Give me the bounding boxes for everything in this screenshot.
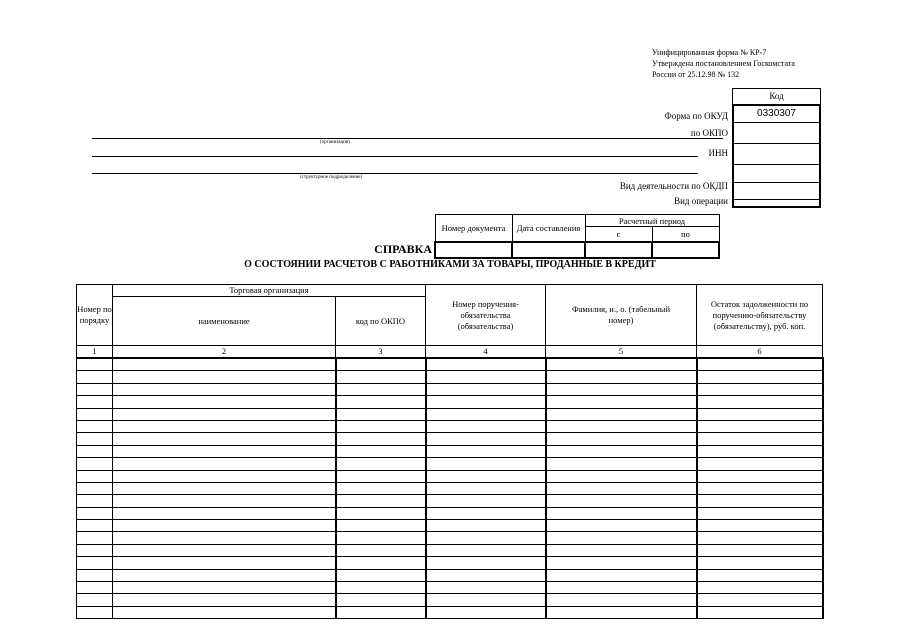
table-cell[interactable] — [113, 606, 336, 618]
col-header-balance: Остаток задолженности по поручению-обязательству (обязательству), руб. коп. — [697, 285, 823, 346]
table-cell[interactable] — [336, 420, 426, 432]
table-cell[interactable] — [546, 433, 697, 445]
table-cell[interactable] — [697, 507, 823, 519]
okud-label: Форма по ОКУД — [664, 111, 728, 121]
table-cell[interactable] — [77, 569, 113, 581]
table-cell[interactable] — [697, 383, 823, 395]
table-cell[interactable] — [113, 445, 336, 457]
table-cell[interactable] — [546, 371, 697, 383]
table-cell[interactable] — [336, 383, 426, 395]
table-cell[interactable] — [336, 408, 426, 420]
table-cell[interactable] — [336, 433, 426, 445]
table-row — [77, 520, 823, 532]
operation-code-cell[interactable] — [734, 183, 819, 200]
table-row — [77, 371, 823, 383]
table-cell[interactable] — [697, 482, 823, 494]
code-values-box — [732, 104, 821, 208]
table-body — [77, 358, 823, 619]
table-row — [77, 594, 823, 606]
table-cell[interactable] — [426, 532, 546, 544]
table-cell[interactable] — [546, 582, 697, 594]
table-cell[interactable] — [426, 606, 546, 618]
subdivision-caption: (структурное подразделение) — [300, 175, 363, 180]
table-cell[interactable] — [77, 470, 113, 482]
okpo-label: по ОКПО — [690, 128, 728, 138]
table-cell[interactable] — [697, 445, 823, 457]
table-row — [77, 420, 823, 432]
col-number-2: 2 — [113, 346, 336, 359]
table-cell[interactable] — [113, 396, 336, 408]
organization-line[interactable] — [92, 138, 723, 139]
table-row — [77, 582, 823, 594]
table-cell[interactable] — [697, 582, 823, 594]
table-cell[interactable] — [113, 458, 336, 470]
code-header-cell — [732, 88, 821, 104]
table-cell[interactable] — [77, 371, 113, 383]
doc-period-to-cell[interactable] — [652, 242, 719, 258]
table-cell[interactable] — [336, 520, 426, 532]
doc-period-header: Расчетный период — [585, 215, 719, 227]
table-cell[interactable] — [426, 408, 546, 420]
okdp-code-cell[interactable] — [734, 165, 819, 183]
table-cell[interactable] — [546, 358, 697, 371]
table-cell[interactable] — [697, 396, 823, 408]
table-cell[interactable] — [336, 594, 426, 606]
table-cell[interactable] — [546, 445, 697, 457]
table-cell[interactable] — [336, 482, 426, 494]
column-number-row — [77, 346, 823, 359]
table-cell[interactable] — [697, 458, 823, 470]
table-cell[interactable] — [426, 470, 546, 482]
okud-code-value: 0330307 — [757, 108, 796, 119]
table-row — [77, 507, 823, 519]
inn-label: ИНН — [708, 148, 728, 158]
table-cell[interactable] — [546, 569, 697, 581]
table-cell[interactable] — [77, 582, 113, 594]
table-cell[interactable] — [697, 358, 823, 371]
organization-line-2[interactable] — [92, 156, 698, 157]
table-cell[interactable] — [336, 606, 426, 618]
credit-settlements-table — [76, 284, 824, 619]
table-cell[interactable] — [426, 458, 546, 470]
table-cell[interactable] — [113, 557, 336, 569]
table-cell[interactable] — [426, 482, 546, 494]
table-row — [77, 408, 823, 420]
table-cell[interactable] — [77, 507, 113, 519]
table-cell[interactable] — [77, 420, 113, 432]
table-cell[interactable] — [77, 396, 113, 408]
table-cell[interactable] — [77, 520, 113, 532]
table-cell[interactable] — [113, 358, 336, 371]
table-cell[interactable] — [113, 433, 336, 445]
table-cell[interactable] — [113, 371, 336, 383]
table-cell[interactable] — [426, 495, 546, 507]
table-cell[interactable] — [546, 520, 697, 532]
table-cell[interactable] — [336, 458, 426, 470]
col-number-4: 4 — [426, 346, 546, 359]
col-number-3: 3 — [336, 346, 426, 359]
table-cell[interactable] — [426, 594, 546, 606]
table-cell[interactable] — [336, 569, 426, 581]
table-cell[interactable] — [77, 358, 113, 371]
table-cell[interactable] — [336, 582, 426, 594]
table-cell[interactable] — [697, 495, 823, 507]
col-number-5: 5 — [546, 346, 697, 359]
table-cell[interactable] — [697, 520, 823, 532]
table-cell[interactable] — [77, 495, 113, 507]
table-cell[interactable] — [113, 383, 336, 395]
col-number-6: 6 — [697, 346, 823, 359]
table-cell[interactable] — [77, 408, 113, 420]
table-cell[interactable] — [426, 582, 546, 594]
table-row — [77, 470, 823, 482]
table-cell[interactable] — [546, 470, 697, 482]
table-cell[interactable] — [426, 396, 546, 408]
document-title: СПРАВКА — [374, 242, 432, 256]
doc-period-to-label: по — [652, 227, 719, 242]
table-cell[interactable] — [546, 420, 697, 432]
table-cell[interactable] — [336, 371, 426, 383]
table-row — [77, 445, 823, 457]
table-row — [77, 544, 823, 556]
table-cell[interactable] — [113, 507, 336, 519]
table-cell[interactable] — [426, 557, 546, 569]
table-cell[interactable] — [546, 532, 697, 544]
form-header-note — [652, 47, 795, 80]
table-cell[interactable] — [697, 532, 823, 544]
document-subtitle: О СОСТОЯНИИ РАСЧЕТОВ С РАБОТНИКАМИ ЗА ТОВАРЫ, ПРОДАННЫЕ В КРЕДИТ — [244, 259, 656, 270]
table-cell[interactable] — [113, 420, 336, 432]
table-cell[interactable] — [77, 482, 113, 494]
form-header-line-3: России от 25.12.98 № 132 — [652, 70, 740, 79]
table-cell[interactable] — [697, 408, 823, 420]
table-cell[interactable] — [697, 569, 823, 581]
table-cell[interactable] — [77, 458, 113, 470]
table-cell[interactable] — [546, 557, 697, 569]
table-cell[interactable] — [697, 371, 823, 383]
col-header-order-number: Номер поручения-обязательства (обязательства) — [426, 285, 546, 346]
table-cell[interactable] — [426, 569, 546, 581]
table-cell[interactable] — [336, 544, 426, 556]
inn-code-cell[interactable] — [734, 144, 819, 165]
table-cell[interactable] — [546, 482, 697, 494]
table-cell[interactable] — [426, 507, 546, 519]
col-header-name: наименование — [113, 297, 336, 346]
col-number-1: 1 — [77, 346, 113, 359]
col-header-order: Номер по порядку — [77, 285, 113, 346]
doc-period-from-cell[interactable] — [585, 242, 652, 258]
table-cell[interactable] — [546, 383, 697, 395]
table-cell[interactable] — [336, 495, 426, 507]
col-header-okpo: код по ОКПО — [336, 297, 426, 346]
table-cell[interactable] — [426, 433, 546, 445]
table-cell[interactable] — [113, 569, 336, 581]
table-cell[interactable] — [426, 520, 546, 532]
table-cell[interactable] — [426, 358, 546, 371]
table-cell[interactable] — [697, 544, 823, 556]
table-cell[interactable] — [697, 594, 823, 606]
table-cell[interactable] — [546, 458, 697, 470]
table-cell[interactable] — [697, 433, 823, 445]
table-row — [77, 458, 823, 470]
table-cell[interactable] — [113, 532, 336, 544]
okdp-label: Вид деятельности по ОКДП — [619, 181, 728, 191]
table-cell[interactable] — [77, 532, 113, 544]
table-cell[interactable] — [697, 557, 823, 569]
table-cell[interactable] — [336, 396, 426, 408]
table-cell[interactable] — [336, 557, 426, 569]
table-cell[interactable] — [113, 470, 336, 482]
operation-label: Вид операции — [674, 196, 728, 206]
doc-date-cell[interactable] — [512, 242, 585, 258]
table-cell[interactable] — [113, 594, 336, 606]
col-header-fio: Фамилия, и., о. (табельный номер) — [546, 285, 697, 346]
table-cell[interactable] — [697, 470, 823, 482]
table-cell[interactable] — [336, 507, 426, 519]
table-cell[interactable] — [336, 358, 426, 371]
table-cell[interactable] — [336, 470, 426, 482]
table-cell[interactable] — [113, 482, 336, 494]
table-cell[interactable] — [697, 606, 823, 618]
okpo-code-cell[interactable] — [734, 123, 819, 144]
document-info-table — [434, 214, 720, 259]
table-row — [77, 482, 823, 494]
table-cell[interactable] — [546, 594, 697, 606]
doc-number-cell[interactable] — [435, 242, 512, 258]
table-cell[interactable] — [77, 606, 113, 618]
okud-code-cell[interactable] — [734, 106, 819, 123]
table-cell[interactable] — [113, 408, 336, 420]
table-cell[interactable] — [113, 582, 336, 594]
doc-period-from-label: с — [585, 227, 652, 242]
table-cell[interactable] — [113, 495, 336, 507]
table-cell[interactable] — [77, 383, 113, 395]
table-cell[interactable] — [77, 557, 113, 569]
table-cell[interactable] — [113, 544, 336, 556]
form-header-line-1: Унифицированная форма № КР-7 — [652, 48, 767, 57]
table-cell[interactable] — [77, 594, 113, 606]
table-row — [77, 433, 823, 445]
table-row — [77, 606, 823, 618]
table-cell[interactable] — [426, 445, 546, 457]
table-cell[interactable] — [77, 544, 113, 556]
table-cell[interactable] — [336, 445, 426, 457]
table-cell[interactable] — [697, 420, 823, 432]
table-cell[interactable] — [77, 433, 113, 445]
organization-caption: (организация) — [320, 140, 350, 145]
table-row — [77, 495, 823, 507]
table-cell[interactable] — [426, 383, 546, 395]
table-cell[interactable] — [546, 408, 697, 420]
table-row — [77, 532, 823, 544]
code-header-label: Код — [769, 91, 784, 101]
table-row — [77, 396, 823, 408]
table-row — [77, 383, 823, 395]
doc-date-header: Дата составления — [512, 215, 585, 243]
table-cell[interactable] — [77, 445, 113, 457]
subdivision-line[interactable] — [92, 173, 698, 174]
table-cell[interactable] — [546, 544, 697, 556]
table-cell[interactable] — [546, 495, 697, 507]
table-cell[interactable] — [426, 420, 546, 432]
doc-number-header: Номер документа — [435, 215, 512, 243]
table-cell[interactable] — [546, 396, 697, 408]
extra-code-cell[interactable] — [734, 200, 819, 210]
table-cell[interactable] — [426, 544, 546, 556]
form-header-line-2: Утверждена постановлением Госкомстата — [652, 59, 795, 68]
table-cell[interactable] — [113, 520, 336, 532]
table-row — [77, 557, 823, 569]
table-cell[interactable] — [546, 606, 697, 618]
table-row — [77, 358, 823, 371]
table-cell[interactable] — [426, 371, 546, 383]
table-cell[interactable] — [546, 507, 697, 519]
table-cell[interactable] — [336, 532, 426, 544]
col-group-trade-org: Торговая организация — [113, 285, 426, 297]
table-row — [77, 569, 823, 581]
